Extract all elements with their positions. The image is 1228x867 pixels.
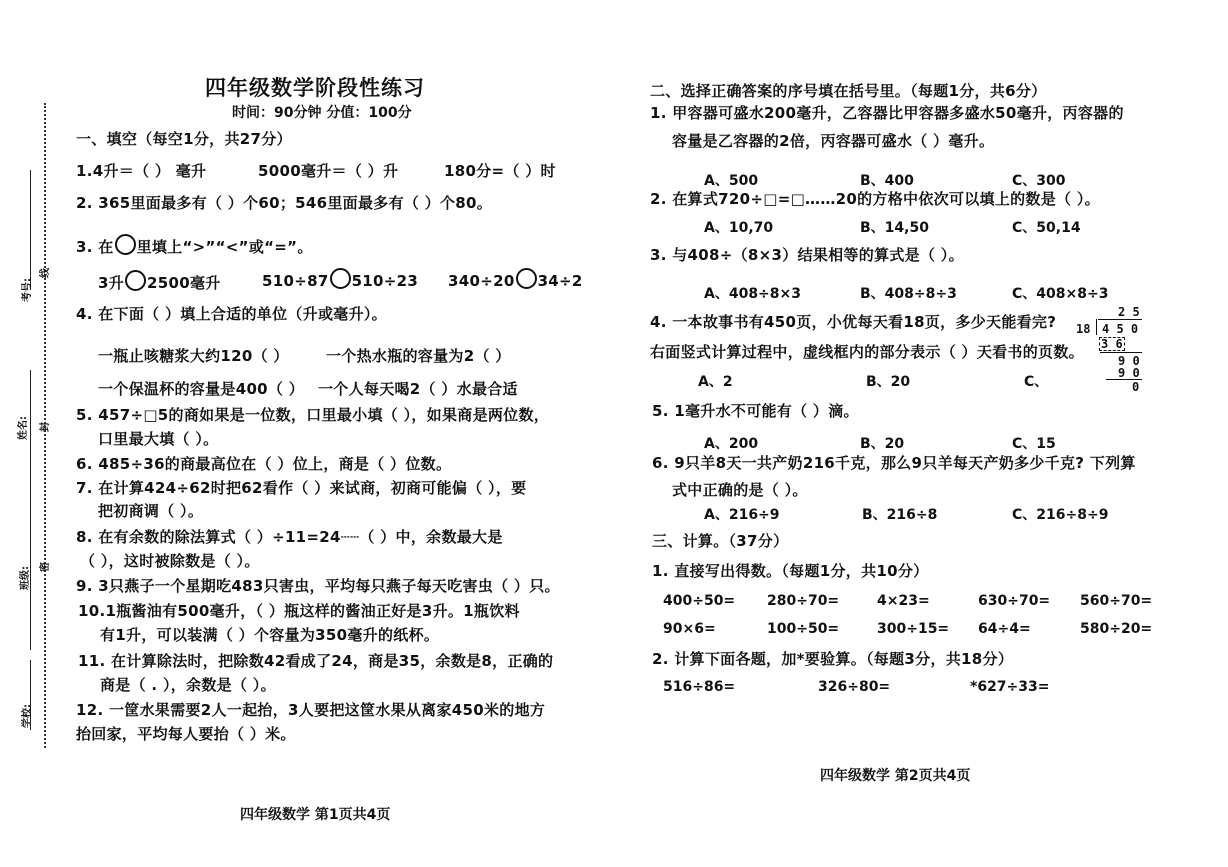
margin-class-label: 班级: (20, 566, 31, 590)
calc-2-heading: 2. 计算下面各题，加*要验算。（每题3分，共18分） (652, 650, 1014, 668)
calc-item: *627÷33= (970, 679, 1050, 695)
r-q1-option-c: C、300 (1012, 173, 1066, 189)
r-q2-text: 2. 在算式720÷□=□……20的方格中依次可以填上的数是（ ）。 (650, 190, 1100, 208)
q4-text: 4. 在下面（ ）填上合适的单位（升或毫升）。 (76, 305, 387, 323)
ld-quotient: 2 5 (1118, 305, 1140, 319)
page-title: 四年级数学阶段性练习 (205, 76, 425, 100)
calc-item: 280÷70= (767, 593, 840, 609)
r-q3-option-b: B、408÷8÷3 (860, 286, 957, 302)
q3-text: 3. 在 里填上“>”“<”或“=”。 (76, 234, 313, 257)
margin-line-name (30, 370, 31, 460)
r-q2-option-b: B、14,50 (860, 220, 929, 236)
q1-part-c: 180分=（ ）时 (444, 162, 556, 180)
ld-divisor: 18 (1076, 322, 1091, 336)
margin-feng-label: 封 (40, 422, 51, 432)
right-page-footer: 四年级数学 第2页共4页 (820, 768, 971, 784)
r-q4-line-1: 4. 一本故事书有450页，小优每天看18页，多少天能看完? (650, 313, 1057, 331)
q9-text: 9. 3只燕子一个星期吃483只害虫，平均每只燕子每天吃害虫（ ）只。 (76, 577, 560, 595)
ld-dividend: 4 5 0 (1102, 322, 1139, 336)
q5-line-2: 口里最大填（ ）。 (98, 430, 219, 448)
circle-blank (516, 268, 537, 289)
margin-exam-no-label: 考号: (22, 278, 33, 302)
calc-1-heading: 1. 直接写出得数。（每题1分，共10分） (652, 562, 929, 580)
calc-item: 400÷50= (663, 593, 736, 609)
ld-line-1 (1100, 352, 1142, 353)
q4-item-c: 一个保温杯的容量是400（ ） (98, 380, 305, 398)
margin-name-label: 姓名: (18, 416, 29, 440)
ld-step-3: 9 0 (1118, 366, 1140, 380)
q11-line-2: 商是（ . ），余数是（ ）。 (100, 676, 276, 694)
q8-line-1: 8. 在有余数的除法算式（ ）÷11=24┄┄（ ）中，余数最大是 (76, 528, 503, 546)
calc-item: 560÷70= (1080, 593, 1153, 609)
r-q2-option-a: A、10,70 (704, 220, 774, 236)
ld-step-4: 0 (1132, 380, 1140, 394)
q4-item-d: 一个人每天喝2（ ）水最合适 (318, 380, 518, 398)
q1-part-b: 5000毫升＝（ ）升 (258, 162, 399, 180)
margin-line-class (30, 460, 31, 650)
r-q3-option-a: A、408÷8×3 (704, 286, 802, 302)
r-q6-line-2: 式中正确的是（ ）。 (672, 481, 808, 499)
ld-step-2: 9 0 (1118, 354, 1140, 368)
q11-line-1: 11. 在计算除法时，把除数42看成了24，商是35，余数是8，正确的 (78, 652, 554, 670)
q10-line-1: 10.1瓶酱油有500毫升，（ ）瓶这样的酱油正好是3升。1瓶饮料 (78, 602, 520, 620)
r-q6-option-a: A、216÷9 (704, 507, 780, 523)
ld-bar (1098, 319, 1142, 320)
q12-line-1: 12. 一筐水果需要2人一起抬，3人要把这筐水果从离家450米的地方 (76, 701, 546, 719)
r-q1-option-a: A、500 (704, 173, 759, 189)
left-page-footer: 四年级数学 第1页共4页 (240, 807, 391, 823)
ld-step-1-dashed-box: 3 6 (1101, 337, 1123, 351)
calc-item: 100÷50= (767, 621, 840, 637)
r-q4-option-b: B、20 (866, 374, 911, 390)
calc-item: 300÷15= (877, 621, 950, 637)
q8-line-2: （ ），这时被除数是（ ）。 (80, 552, 260, 570)
margin-school-label: 学校: (22, 704, 33, 728)
q2-text: 2. 365里面最多有（ ）个60；546里面最多有（ ）个80。 (76, 194, 493, 212)
long-division-figure (1076, 305, 1148, 394)
q6-text: 6. 485÷36的商最高位在（ ）位上，商是（ ）位数。 (76, 455, 452, 473)
calc-item: 630÷70= (978, 593, 1051, 609)
r-q3-option-c: C、408×8÷3 (1012, 286, 1109, 302)
section-3-heading: 三、计算。（37分） (652, 532, 789, 550)
calc-item: 64÷4= (978, 621, 1031, 637)
q5-line-1: 5. 457÷□5的商如果是一位数，口里最小填（ ），如果商是两位数， (76, 406, 550, 424)
calc-item: 90×6= (663, 621, 716, 637)
r-q6-option-b: B、216÷8 (862, 507, 938, 523)
r-q5-text: 5. 1毫升水不可能有（ ）滴。 (652, 402, 859, 420)
circle-blank (330, 268, 351, 289)
margin-mi-label: 密 (40, 562, 51, 572)
q1-part-a: 1.4升＝（ ） 毫升 (76, 162, 207, 180)
r-q1-line-2: 容量是乙容器的2倍，丙容器可盛水（ ）毫升。 (672, 132, 995, 150)
r-q4-option-a: A、2 (698, 374, 733, 390)
circle-blank (125, 270, 146, 291)
r-q4-option-c: C、 (1024, 374, 1049, 390)
q10-line-2: 有1升，可以装满（ ）个容量为350毫升的纸杯。 (100, 626, 440, 644)
r-q3-text: 3. 与408÷（8×3）结果相等的算式是（ ）。 (650, 246, 964, 264)
r-q6-option-c: C、216÷8÷9 (1012, 507, 1109, 523)
r-q5-option-a: A、200 (704, 436, 759, 452)
exam-time-score: 时间：90分钟 分值：100分 (232, 105, 412, 121)
q4-item-b: 一个热水瓶的容量为2（ ） (326, 347, 511, 365)
margin-line-exam-no (30, 170, 31, 290)
q4-item-a: 一瓶止咳糖浆大约120（ ） (98, 347, 289, 365)
q7-line-2: 把初商调（ ）。 (98, 502, 204, 520)
margin-xian-label: 线 (40, 268, 51, 278)
r-q1-line-1: 1. 甲容器可盛水200毫升，乙容器比甲容器多盛水50毫升，丙容器的 (650, 104, 1124, 122)
r-q6-line-1: 6. 9只羊8天一共产奶216千克，那么9只羊每天产奶多少千克? 下列算 (652, 454, 1136, 472)
q3-item-3: 340÷20 34÷2 (448, 268, 583, 290)
q3-item-2: 510÷87 510÷23 (262, 268, 418, 290)
ld-bracket (1096, 319, 1097, 335)
r-q2-option-c: C、50,14 (1012, 220, 1081, 236)
r-q4-line-2: 右面竖式计算过程中，虚线框内的部分表示（ ）天看书的页数。 (650, 343, 1084, 361)
circle-blank (115, 234, 136, 255)
r-q5-option-b: B、20 (860, 436, 905, 452)
q12-line-2: 抬回家，平均每人要抬（ ）米。 (76, 725, 296, 743)
q7-line-1: 7. 在计算424÷62时把62看作（ ）来试商，初商可能偏（ ），要 (76, 479, 527, 497)
section-1-heading: 一、填空（每空1分，共27分） (76, 130, 292, 148)
q3-item-1: 3升 2500毫升 (98, 270, 221, 293)
r-q5-option-c: C、15 (1012, 436, 1056, 452)
calc-item: 4×23= (877, 593, 930, 609)
calc-item: 580÷20= (1080, 621, 1153, 637)
section-2-heading: 二、选择正确答案的序号填在括号里。（每题1分，共6分） (650, 82, 1047, 100)
calc-item: 326÷80= (818, 679, 891, 695)
r-q1-option-b: B、400 (860, 173, 914, 189)
calc-item: 516÷86= (663, 679, 736, 695)
